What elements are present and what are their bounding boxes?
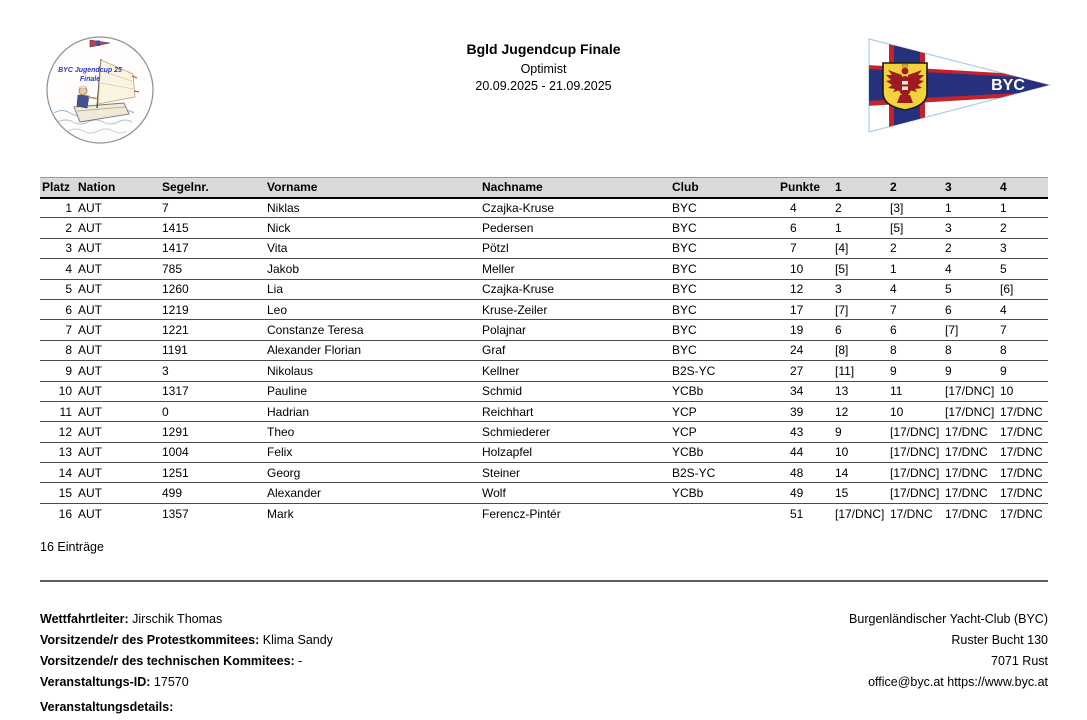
footer-divider: [40, 580, 1048, 582]
cell-race4: 7: [998, 320, 1048, 340]
cell-club: BYC: [670, 299, 778, 319]
burgee-label: BYC: [991, 77, 1025, 94]
col-punkte-header: Punkte: [778, 178, 833, 198]
cell-platz: 11: [40, 401, 76, 421]
cell-platz: 6: [40, 299, 76, 319]
cell-race2: 10: [888, 401, 943, 421]
cell-vorname: Constanze Teresa: [265, 320, 480, 340]
col-race1-header: 1: [833, 178, 888, 198]
cell-punkte: 6: [778, 218, 833, 238]
cell-nachname: Polajnar: [480, 320, 670, 340]
results-table: [40, 177, 1048, 524]
cell-punkte: 27: [778, 361, 833, 381]
cell-punkte: 44: [778, 442, 833, 462]
table-row: [40, 320, 1048, 340]
cell-platz: 2: [40, 218, 76, 238]
cell-platz: 14: [40, 463, 76, 483]
cell-race3: 17/DNC: [943, 422, 998, 442]
cell-punkte: 24: [778, 340, 833, 360]
cell-race4: 17/DNC: [998, 422, 1048, 442]
table-row: [40, 340, 1048, 360]
official-label: Veranstaltungsdetails:: [40, 700, 174, 714]
cell-race2: 6: [888, 320, 943, 340]
cell-race4: 5: [998, 259, 1048, 279]
cell-vorname: Niklas: [265, 198, 480, 218]
cell-nation: AUT: [76, 340, 160, 360]
cell-race3: 2: [943, 238, 998, 258]
cell-nation: AUT: [76, 463, 160, 483]
cell-punkte: 4: [778, 198, 833, 218]
cell-nachname: Schmid: [480, 381, 670, 401]
cell-platz: 16: [58, 506, 72, 521]
official-line: [40, 630, 333, 651]
cell-race1: 15: [833, 483, 888, 503]
cell-race4: 2: [998, 218, 1048, 238]
club-address-line: office@byc.at https://www.byc.at: [868, 675, 1048, 689]
results-table-header: [40, 178, 1048, 198]
table-row: [40, 299, 1048, 319]
cell-race4: [6]: [998, 279, 1048, 299]
cell-nachname: Reichhart: [480, 401, 670, 421]
cell-race2: 4: [888, 279, 943, 299]
club-address-line: 7071 Rust: [991, 654, 1048, 668]
cell-nation: AUT: [76, 442, 160, 462]
col-race2-header: 2: [888, 178, 943, 198]
cell-platz: 7: [40, 320, 76, 340]
event-logo-text-line2: Finale: [79, 76, 101, 83]
cell-race1: [11]: [833, 361, 888, 381]
cell-race4: 17/DNC: [1000, 506, 1043, 521]
cell-punkte: 19: [778, 320, 833, 340]
cell-race1: 13: [833, 381, 888, 401]
cell-race1: 12: [833, 401, 888, 421]
cell-nachname: Kellner: [480, 361, 670, 381]
cell-platz: 5: [40, 279, 76, 299]
cell-nachname: Ferencz-Pintér: [482, 506, 561, 521]
cell-platz: 9: [40, 361, 76, 381]
cell-vorname: Nick: [265, 218, 480, 238]
cell-nation: AUT: [76, 259, 160, 279]
cell-club: YCBb: [670, 442, 778, 462]
table-row: [40, 361, 1048, 381]
col-vorname-header: Vorname: [265, 178, 480, 198]
cell-race4: 10: [998, 381, 1048, 401]
cell-nachname: Kruse-Zeiler: [480, 299, 670, 319]
cell-club: B2S-YC: [670, 463, 778, 483]
date-range: 20.09.2025 - 21.09.2025: [475, 79, 612, 93]
cell-race3: [7]: [943, 320, 998, 340]
cell-punkte: 49: [778, 483, 833, 503]
cell-race2: 17/DNC: [890, 506, 933, 521]
cell-vorname: Georg: [265, 463, 480, 483]
cell-segelnr: 1317: [160, 381, 265, 401]
cell-race2: 1: [888, 259, 943, 279]
cell-race2: 9: [888, 361, 943, 381]
cell-segelnr: 7: [160, 198, 265, 218]
cell-race3: 5: [943, 279, 998, 299]
table-row: [40, 381, 1048, 401]
cell-club: [670, 503, 778, 523]
cell-segelnr: 1417: [160, 238, 265, 258]
cell-punkte: 51: [790, 506, 804, 521]
cell-race1: 6: [833, 320, 888, 340]
cell-race4: 17/DNC: [998, 401, 1048, 421]
cell-segelnr: 1251: [160, 463, 265, 483]
club-address-block: [849, 609, 1048, 693]
col-club-header: Club: [670, 178, 778, 198]
cell-nachname: Czajka-Kruse: [480, 279, 670, 299]
cell-vorname: Alexander Florian: [265, 340, 480, 360]
cell-vorname: Theo: [265, 422, 480, 442]
col-race3-header: 3: [943, 178, 998, 198]
cell-club: BYC: [670, 320, 778, 340]
table-row: [40, 218, 1048, 238]
cell-race2: [17/DNC]: [888, 442, 943, 462]
col-platz-header: Platz: [40, 178, 76, 198]
cell-race2: [17/DNC]: [888, 463, 943, 483]
cell-segelnr: 3: [160, 361, 265, 381]
cell-nachname: Holzapfel: [480, 442, 670, 462]
cell-segelnr: 1004: [160, 442, 265, 462]
cell-race1: 10: [833, 442, 888, 462]
cell-platz: 12: [40, 422, 76, 442]
cell-race1: 9: [833, 422, 888, 442]
official-value: Jirschik Thomas: [128, 612, 223, 626]
cell-segelnr: 1291: [160, 422, 265, 442]
cell-race4: 9: [998, 361, 1048, 381]
cell-platz: 15: [40, 483, 76, 503]
col-nation-header: Nation: [76, 178, 160, 198]
cell-nation: AUT: [76, 198, 160, 218]
cell-punkte: 7: [778, 238, 833, 258]
cell-segelnr: 1219: [160, 299, 265, 319]
col-nachname-header: Nachname: [480, 178, 670, 198]
cell-vorname: Jakob: [265, 259, 480, 279]
table-row: [40, 422, 1048, 442]
club-burgee: [866, 37, 1052, 135]
cell-race1: 14: [833, 463, 888, 483]
cell-punkte: 34: [778, 381, 833, 401]
cell-race4: 17/DNC: [998, 483, 1048, 503]
cell-nachname: Wolf: [480, 483, 670, 503]
cell-nation: AUT: [76, 483, 160, 503]
cell-segelnr: 1221: [160, 320, 265, 340]
cell-race1: 3: [833, 279, 888, 299]
table-row: [40, 483, 1048, 503]
cell-race2: 8: [888, 340, 943, 360]
cell-vorname: Lia: [265, 279, 480, 299]
cell-race1: [4]: [833, 238, 888, 258]
cell-vorname: Mark: [267, 506, 294, 521]
cell-segelnr: 0: [160, 401, 265, 421]
cell-segelnr: 1415: [160, 218, 265, 238]
cell-nachname: Steiner: [480, 463, 670, 483]
cell-nation: AUT: [76, 422, 160, 442]
cell-vorname: Nikolaus: [265, 361, 480, 381]
cell-race4: 17/DNC: [998, 442, 1048, 462]
table-row: [40, 463, 1048, 483]
cell-nation: AUT: [76, 320, 160, 340]
cell-nation: AUT: [76, 361, 160, 381]
cell-nachname: Graf: [480, 340, 670, 360]
cell-race1: [8]: [833, 340, 888, 360]
official-line: [40, 697, 333, 718]
cell-nation: AUT: [76, 238, 160, 258]
cell-race3: 17/DNC: [943, 463, 998, 483]
club-address-line: Burgenländischer Yacht-Club (BYC): [849, 612, 1048, 626]
cell-race3: 17/DNC: [945, 506, 988, 521]
cell-club: BYC: [670, 279, 778, 299]
cell-platz: 10: [40, 381, 76, 401]
cell-race3: 6: [943, 299, 998, 319]
official-label: Vorsitzende/r des Protestkommitees:: [40, 633, 260, 647]
cell-segelnr: 1191: [160, 340, 265, 360]
cell-club: BYC: [670, 238, 778, 258]
cell-race1: 1: [833, 218, 888, 238]
table-row: [40, 503, 1048, 523]
table-row: [40, 401, 1048, 421]
official-label: Wettfahrtleiter:: [40, 612, 129, 626]
cell-race2: 2: [888, 238, 943, 258]
cell-race2: [17/DNC]: [888, 422, 943, 442]
club-address-line: Ruster Bucht 130: [951, 633, 1048, 647]
table-row: [40, 259, 1048, 279]
cell-platz: 13: [40, 442, 76, 462]
cell-vorname: Leo: [265, 299, 480, 319]
cell-segelnr: 1260: [160, 279, 265, 299]
col-race4-header: 4: [998, 178, 1048, 198]
cell-race3: 1: [943, 198, 998, 218]
table-row: [40, 442, 1048, 462]
cell-nation: AUT: [76, 401, 160, 421]
cell-nation: AUT: [76, 279, 160, 299]
cell-club: BYC: [670, 340, 778, 360]
cell-segelnr: 785: [160, 259, 265, 279]
cell-race4: 1: [998, 198, 1048, 218]
official-value: Klima Sandy: [259, 633, 333, 647]
cell-race1: 2: [833, 198, 888, 218]
cell-club: BYC: [670, 198, 778, 218]
cell-race2: 11: [888, 381, 943, 401]
table-row: [40, 198, 1048, 218]
cell-punkte: 12: [778, 279, 833, 299]
cell-nachname: Czajka-Kruse: [480, 198, 670, 218]
cell-race1: [7]: [833, 299, 888, 319]
cell-punkte: 10: [778, 259, 833, 279]
table-row: [40, 279, 1048, 299]
cell-nachname: Meller: [480, 259, 670, 279]
cell-race3: 3: [943, 218, 998, 238]
cell-race2: [17/DNC]: [888, 483, 943, 503]
cell-vorname: Alexander: [265, 483, 480, 503]
cell-race1: [5]: [833, 259, 888, 279]
page-title: Bgld Jugendcup Finale: [466, 41, 621, 57]
cell-vorname: Pauline: [265, 381, 480, 401]
cell-nation: AUT: [76, 381, 160, 401]
cell-nachname: Pötzl: [480, 238, 670, 258]
class-subtitle: Optimist: [520, 62, 567, 76]
cell-race3: [17/DNC]: [943, 401, 998, 421]
cell-platz: 8: [40, 340, 76, 360]
cell-nachname: Pedersen: [480, 218, 670, 238]
official-label: Vorsitzende/r des technischen Kommitees:: [40, 654, 295, 668]
officials-block: [40, 609, 333, 718]
cell-platz: 1: [40, 198, 76, 218]
cell-platz: 3: [40, 238, 76, 258]
event-logo-text-line1: BYC Jugendcup 25: [58, 67, 122, 74]
results-table-body: [40, 198, 1048, 524]
cell-vorname: Hadrian: [265, 401, 480, 421]
cell-club: YCBb: [670, 483, 778, 503]
cell-race4: 3: [998, 238, 1048, 258]
official-line: [40, 672, 333, 693]
cell-punkte: 17: [778, 299, 833, 319]
cell-race4: 8: [998, 340, 1048, 360]
cell-segelnr: 1357: [162, 506, 189, 521]
cell-punkte: 43: [778, 422, 833, 442]
cell-race2: [5]: [888, 218, 943, 238]
cell-nation: AUT: [76, 218, 160, 238]
cell-race3: 17/DNC: [943, 442, 998, 462]
official-label: Veranstaltungs-ID:: [40, 675, 151, 689]
cell-nation: AUT: [78, 506, 102, 521]
cell-nation: AUT: [76, 299, 160, 319]
cell-race4: 4: [998, 299, 1048, 319]
cell-vorname: Vita: [265, 238, 480, 258]
table-row: [40, 238, 1048, 258]
cell-club: BYC: [670, 259, 778, 279]
burgenland-coat-of-arms: [883, 63, 927, 110]
cell-race2: [3]: [888, 198, 943, 218]
official-line: [40, 609, 333, 630]
results-table-container: [40, 177, 1048, 524]
cell-nachname: Schmiederer: [480, 422, 670, 442]
cell-vorname: Felix: [265, 442, 480, 462]
cell-race4: 17/DNC: [998, 463, 1048, 483]
cell-club: B2S-YC: [670, 361, 778, 381]
cell-race3: 17/DNC: [943, 483, 998, 503]
cell-race3: 8: [943, 340, 998, 360]
cell-club: YCP: [670, 401, 778, 421]
cell-race3: 9: [943, 361, 998, 381]
official-line: [40, 651, 333, 672]
cell-segelnr: 499: [160, 483, 265, 503]
cell-race3: 4: [943, 259, 998, 279]
col-segelnr-header: Segelnr.: [160, 178, 265, 198]
cell-club: YCBb: [670, 381, 778, 401]
cell-race1: [17/DNC]: [835, 506, 885, 521]
official-value: -: [294, 654, 303, 668]
cell-race3: [17/DNC]: [943, 381, 998, 401]
entries-count: 16 Einträge: [40, 540, 104, 554]
official-value: 17570: [150, 675, 189, 689]
cell-punkte: 39: [778, 401, 833, 421]
cell-club: BYC: [670, 218, 778, 238]
cell-platz: 4: [40, 259, 76, 279]
cell-race2: 7: [888, 299, 943, 319]
cell-punkte: 48: [778, 463, 833, 483]
cell-club: YCP: [670, 422, 778, 442]
